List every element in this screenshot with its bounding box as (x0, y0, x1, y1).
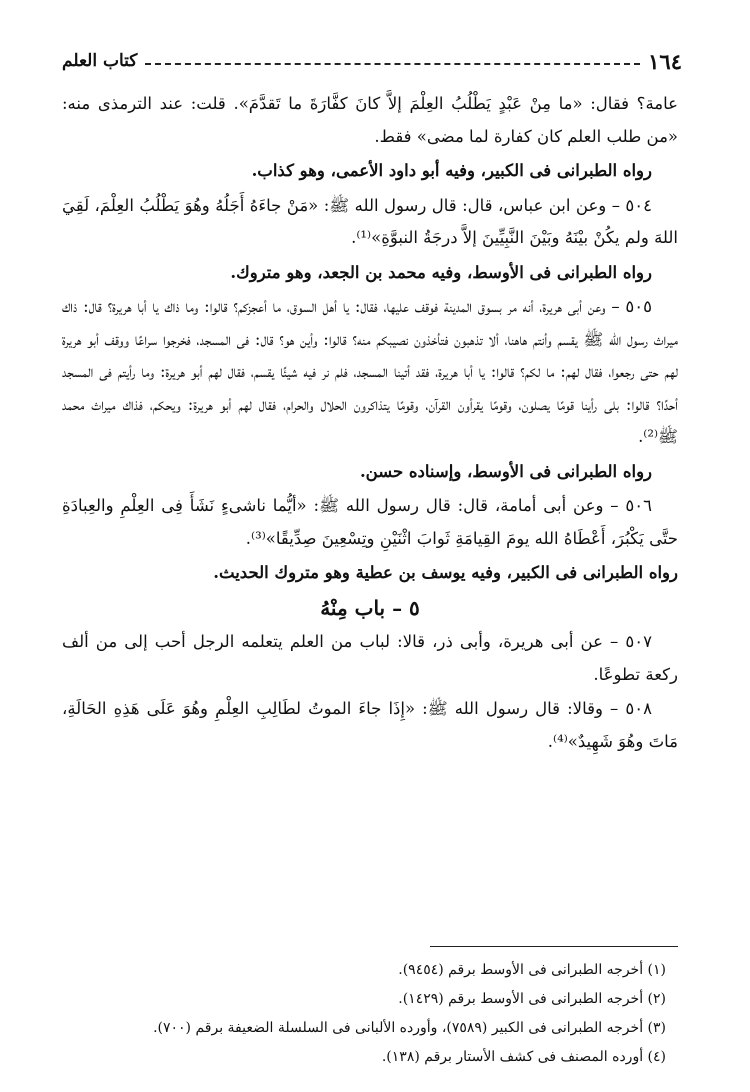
footnote-2: (٢) أخرجه الطبرانى فى الأوسط برقم (١٤٢٩). (398, 991, 666, 1007)
source-note: رواه الطبرانى فى الكبير، وفيه يوسف بن عطية وهو متروك الحديث. (213, 563, 678, 582)
source-note: رواه الطبرانى فى الأوسط، وفيه محمد بن الجعد، وهو متروك. (230, 262, 652, 282)
page-header (62, 46, 682, 76)
hadith-505: ٥٠٥ – وعن أبى هريرة، أنه مر بسوق المدينة فوقف عليها، فقال: يا أهل السوق، ما أعجزكم؟ قالوا: وما ذاك يا أبا هريرة؟ قال: ذاك ميراث رسول الله ﷺ يقسم وأنتم هاهنا، ألا تذهبون فتأخذون نصيبكم منه؟ قالوا: وأين هو؟ قال: فى المسجد، فخرجوا سراعًا ووقف أبو هريرة لهم حتى رجعوا، فقال لهم: ما لكم؟ قالوا: يا أبا هريرة، فقد أتينا المسجد، فلم نر فيه شيئًا يقسم، فقال لهم أبو هريرة: وما رأيتم فى المسجد أحدًا؟ قالوا: بلى رأينا قومًا يصلون، وقومًا يقرأون القرآن، وقومًا يتذاكرون الحلال والحرام، فقال لهم أبو هريرة: ويحكم، فذاك ميراث محمد ﷺ⁽²⁾. (62, 297, 678, 446)
header-rule (145, 63, 640, 65)
source-note: رواه الطبرانى فى الأوسط، وإسناده حسن. (359, 461, 652, 481)
page-body (62, 88, 678, 760)
source-note: رواه الطبرانى فى الكبير، وفيه أبو داود الأعمى، وهو كذاب. (251, 161, 652, 180)
hadith-504: ٥٠٤ – وعن ابن عباس، قال: قال رسول الله ﷺ: «مَنْ جاءَهُ أَجَلُهُ وهُوَ يَطْلُبُ العِلْمَ، لَقِيَ اللهَ ولم يكُنْ بيْنَهُ وبَيْنَ النَّبِيِّينَ إلاَّ درجَةُ النبوَّةِ»⁽¹⁾. (62, 195, 678, 247)
hadith-507: ٥٠٧ – عن أبى هريرة، وأبى ذر، قالا: لباب من العلم يتعلمه الرجل أحب إلى من ألف ركعة تطوعًا. (62, 632, 678, 684)
footnote-divider (430, 946, 678, 947)
footnote-3: (٣) أخرجه الطبرانى فى الكبير (٧٥٨٩)، وأورده الألبانى فى السلسلة الضعيفة برقم (٧٠٠). (153, 1020, 666, 1036)
footnote-4: (٤) أورده المصنف فى كشف الأستار برقم (١٣٨). (381, 1049, 666, 1065)
hadith-506: ٥٠٦ – وعن أبى أمامة، قال: قال رسول الله ﷺ: «أيُّما ناشىءٍ نَشَأَ فِى العِلْمِ والعِبادَةِ حتَّى يَكْبُرَ، أَعْطَاهُ الله يومَ القِيامَةِ ثَوابَ اثْنَيْنِ وتِسْعِينَ صِدِّيقًا»⁽³⁾. (62, 496, 678, 548)
running-title: كتاب العلم (62, 51, 138, 71)
page-number: ١٦٤ (648, 48, 682, 74)
hadith-508: ٥٠٨ – وقالا: قال رسول الله ﷺ: «إِذَا جاءَ الموتُ لطَالِبِ العِلْمِ وهُوَ عَلَى هَذِهِ الحَالَةِ، مَاتَ وهُوَ شَهِيدٌ»⁽⁴⁾. (62, 699, 678, 751)
footnote-1: (١) أخرجه الطبرانى فى الأوسط برقم (٩٤٥٤). (398, 962, 666, 978)
paragraph-continuation: عامة؟ فقال: «ما مِنْ عَبْدٍ يَطْلُبُ العِلْمَ إلاَّ كانَ كفَّارَةَ ما تَقدَّمَ». قلت: عند الترمذى منه: «من طلب العلم كان كفارة لما مضى» فقط. (62, 94, 678, 146)
chapter-heading: ٥ – باب مِنْهُ (320, 595, 420, 620)
footnotes (62, 956, 666, 1072)
